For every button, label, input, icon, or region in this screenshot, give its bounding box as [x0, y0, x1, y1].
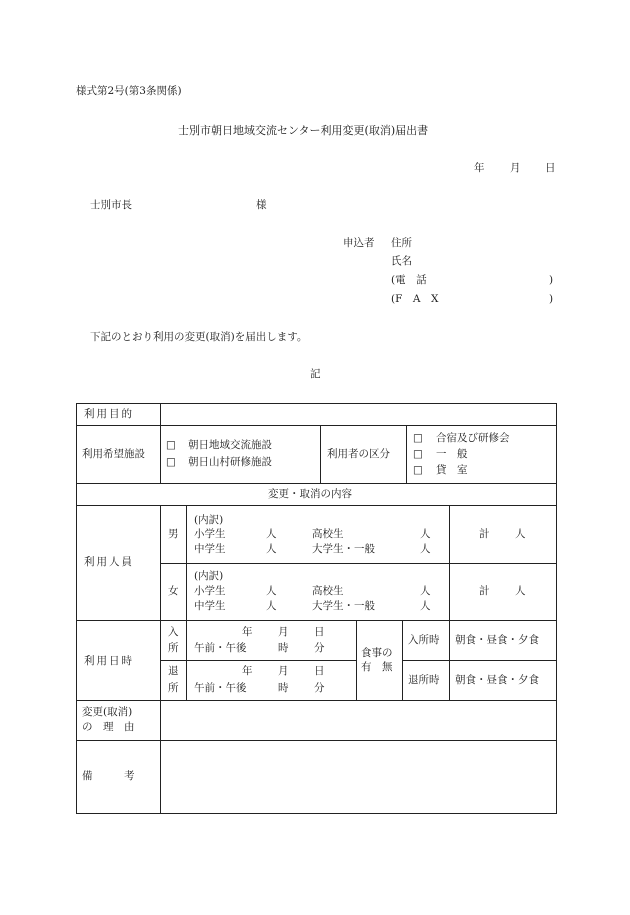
- category-option-1: 合宿及び研修会: [436, 432, 510, 444]
- meal-label-2: 有 無: [361, 661, 393, 673]
- male-college-unit: 人: [420, 543, 431, 555]
- exit-label-1: 退: [168, 665, 179, 677]
- date-month: 月: [510, 162, 521, 174]
- entry-year: 年: [242, 626, 253, 638]
- male-elementary: 小学生: [194, 528, 226, 540]
- category-checkbox-3[interactable]: □: [413, 464, 423, 476]
- ki-marker: 記: [310, 368, 321, 380]
- female-total-unit: 人: [515, 585, 526, 597]
- female-junior-high-unit: 人: [266, 600, 277, 612]
- female-breakdown: (内訳): [194, 570, 224, 582]
- category-option-3: 貸 室: [436, 464, 468, 476]
- female-college-unit: 人: [420, 600, 431, 612]
- date-label: 利用日時: [84, 655, 134, 667]
- exit-day: 日: [314, 665, 325, 677]
- fax-close-paren: ): [549, 293, 554, 305]
- addressee-honorific: 様: [256, 199, 267, 211]
- male-high-school-unit: 人: [420, 528, 431, 540]
- reason-label-1: 変更(取消): [82, 706, 133, 718]
- female-total-label: 計: [479, 585, 490, 597]
- applicant-fax-label: (F A X: [391, 293, 439, 305]
- entry-label-2: 所: [168, 642, 179, 654]
- category-checkbox-1[interactable]: □: [413, 432, 423, 444]
- entry-minute: 分: [314, 642, 325, 654]
- form-number: 様式第2号(第3条関係): [76, 85, 182, 97]
- phone-close-paren: ): [549, 274, 554, 286]
- female-college: 大学生・一般: [312, 600, 375, 612]
- male-elementary-unit: 人: [266, 528, 277, 540]
- change-header: 変更・取消の内容: [268, 488, 352, 500]
- addressee-name: 士別市長: [90, 199, 132, 211]
- applicant-label: 申込者: [343, 237, 375, 249]
- reason-label-2: の 理 由: [82, 721, 135, 733]
- female-label: 女: [168, 585, 179, 597]
- male-college: 大学生・一般: [312, 543, 375, 555]
- meal-label-1: 食事の: [361, 647, 393, 659]
- facility-option-1: 朝日地域交流施設: [188, 439, 272, 451]
- male-total-label: 計: [479, 528, 490, 540]
- applicant-name-label: 氏名: [391, 255, 412, 267]
- notes-label: 備 考: [82, 770, 135, 782]
- male-label: 男: [168, 528, 179, 540]
- female-high-school-unit: 人: [420, 585, 431, 597]
- intro-text: 下記のとおり利用の変更(取消)を届出します。: [90, 331, 308, 343]
- category-checkbox-2[interactable]: □: [413, 448, 423, 460]
- male-breakdown: (内訳): [194, 514, 224, 526]
- male-junior-high: 中学生: [194, 543, 226, 555]
- entry-ampm: 午前・午後: [194, 642, 247, 654]
- date-day: 日: [545, 162, 556, 174]
- category-label: 利用者の区分: [327, 448, 390, 460]
- female-high-school: 高校生: [312, 585, 344, 597]
- entry-label-1: 入: [168, 626, 179, 638]
- purpose-label: 利用目的: [84, 408, 134, 420]
- exit-month: 月: [278, 665, 289, 677]
- exit-ampm: 午前・午後: [194, 682, 247, 694]
- male-high-school: 高校生: [312, 528, 344, 540]
- male-total-unit: 人: [515, 528, 526, 540]
- exit-minute: 分: [314, 682, 325, 694]
- facility-checkbox-2[interactable]: □: [166, 456, 176, 468]
- facility-option-2: 朝日山村研修施設: [188, 456, 272, 468]
- exit-hour: 時: [278, 682, 289, 694]
- applicant-phone-label: (電 話: [391, 274, 427, 286]
- facility-label: 利用希望施設: [82, 448, 145, 460]
- facility-checkbox-1[interactable]: □: [166, 439, 176, 451]
- count-label: 利用人員: [84, 556, 134, 568]
- exit-label-2: 所: [168, 682, 179, 694]
- male-junior-high-unit: 人: [266, 543, 277, 555]
- exit-time-label: 退所時: [408, 674, 440, 686]
- entry-day: 日: [314, 626, 325, 638]
- entry-hour: 時: [278, 642, 289, 654]
- female-elementary: 小学生: [194, 585, 226, 597]
- exit-year: 年: [242, 665, 253, 677]
- exit-meals: 朝食・昼食・夕食: [455, 674, 539, 686]
- date-year: 年: [474, 162, 485, 174]
- document-title: 士別市朝日地域交流センター利用変更(取消)届出書: [178, 124, 429, 137]
- entry-time-label: 入所時: [408, 634, 440, 646]
- category-option-2: 一 般: [436, 448, 468, 460]
- applicant-address-label: 住所: [391, 237, 412, 249]
- female-junior-high: 中学生: [194, 600, 226, 612]
- female-elementary-unit: 人: [266, 585, 277, 597]
- entry-meals: 朝食・昼食・夕食: [455, 634, 539, 646]
- entry-month: 月: [278, 626, 289, 638]
